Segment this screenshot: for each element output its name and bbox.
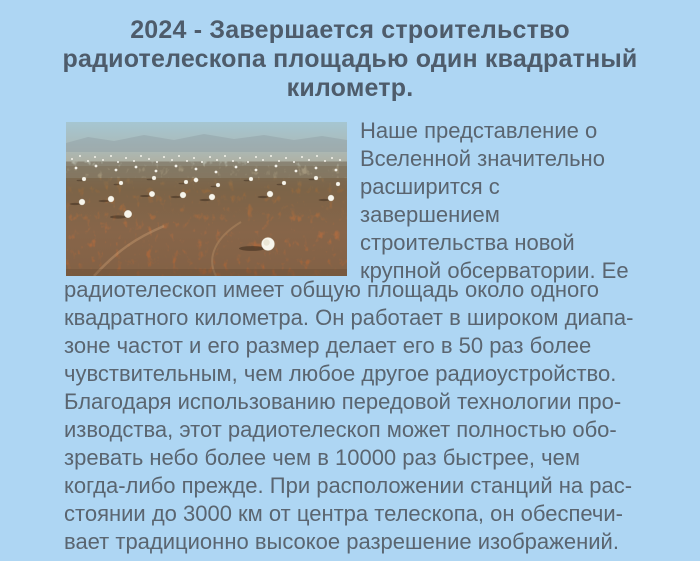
text-line: радиотелескопа площадью один квадратный [62,45,638,73]
text-line: радиотелескоп имеет общую площадь около одного [64,277,600,302]
telescope-array-photo [66,122,347,276]
text-line: Благодаря использованию передовой технологии про- [64,389,622,414]
text-line: чувствительным, чем любое другое радиоустройство. [64,361,617,386]
text-line: вает традиционно высокое разрешение изображений. [64,529,619,554]
text-line: стоянии до 3000 км от центра телескопа, он обеспечи- [64,501,623,526]
text-line: строительства новой [360,230,575,255]
body-text-full-width [64,276,633,556]
text-line: зревать небо более чем в 10000 раз быстрее, чем [64,445,580,470]
telescope-array-photo-graphic [66,122,347,276]
text-line: завершением [360,202,500,227]
text-line: квадратного километра. Он работает в широком диапа- [64,305,634,330]
text-line: 2024 - Завершается строительство [130,16,570,44]
body-text-beside-photo [360,117,629,285]
text-line: зоне частот и его размер делает его в 50 раз более [64,333,592,358]
slide-title [0,16,700,103]
text-line: крупной обсерватории. Ее [360,258,629,283]
text-line: расширится с [360,174,500,199]
text-line: Вселенной значительно [360,146,605,171]
text-line: километр. [286,74,414,102]
text-line: изводства, этот радиотелескоп может полностью обо- [64,417,617,442]
text-line: Наше представление о [360,118,598,143]
text-line: когда-либо прежде. При расположении станций на рас- [64,473,633,498]
